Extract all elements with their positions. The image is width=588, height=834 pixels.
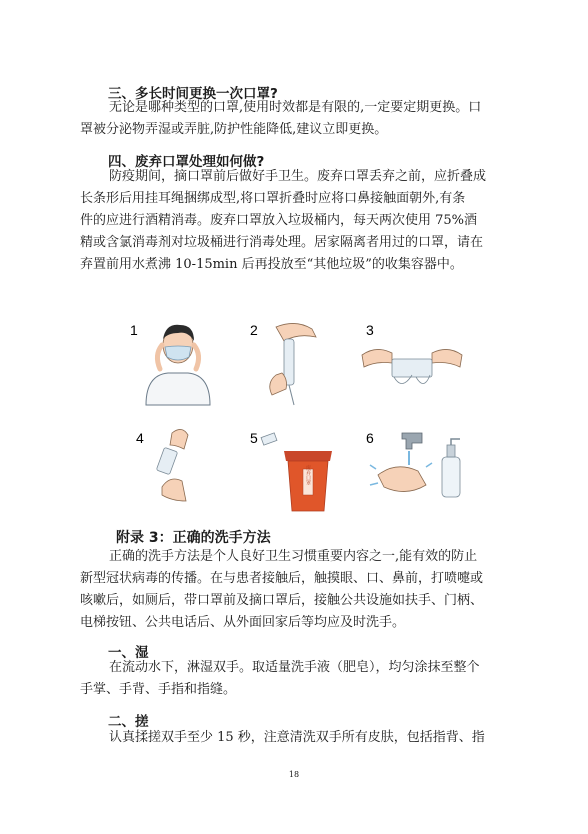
text-line: 认真揉搓双手至少 15 秒，注意清洗双手所有皮肤，包括指背、指 <box>109 730 485 745</box>
text-line: 新型冠状病毒的传播。在与患者接触后，触摸眼、口、鼻前，打喷嚏或 <box>80 571 484 586</box>
step-number-4: 4 <box>136 430 144 446</box>
step-number-6: 6 <box>366 430 374 446</box>
heading-mask-disposal: 四、废弃口罩处理如何做? <box>108 154 265 170</box>
text-line: 防疫期间，摘口罩前后做好手卫生。废弃口罩丢弃之前，应折叠成 <box>109 169 487 184</box>
heading-rub: 二、搓 <box>108 714 149 730</box>
page-number: 18 <box>288 770 300 779</box>
disinfect-mask-icon <box>156 429 188 501</box>
tie-ear-loops-icon <box>362 349 462 383</box>
text-line: 无论是哪种类型的口罩,使用时效都是有限的,一定要定期更换。口 <box>109 100 482 115</box>
paragraph-mask-disposal <box>80 166 508 276</box>
text-line: 罩被分泌物弄湿或弄脏,防护性能降低,建议立即更换。 <box>80 122 388 137</box>
paragraph-mask-replacement <box>80 97 508 141</box>
heading-wet: 一、湿 <box>108 645 149 661</box>
fold-mask-icon <box>270 323 316 405</box>
text-line: 咳嗽后，如厕后，带口罩前及摘口罩后，接触公共设施如扶手、门柄、 <box>80 593 484 608</box>
heading-appendix-handwashing: 附录 3：正确的洗手方法 <box>116 530 271 546</box>
heading-mask-replacement: 三、多长时间更换一次口罩? <box>108 86 278 102</box>
text-line: 长条形后用挂耳绳捆绑成型,将口罩折叠时应将口鼻接触面朝外,有条 <box>80 191 466 206</box>
text-line: 精或含氯消毒剂对垃圾桶进行消毒处理。居家隔离者用过的口罩，请在 <box>80 235 484 250</box>
trash-bin-icon <box>261 433 332 511</box>
text-line: 电梯按钮、公共电话后、从外面回家后等均应及时洗手。 <box>80 615 406 630</box>
wash-hands-icon <box>370 433 460 497</box>
paragraph-wet <box>80 657 508 701</box>
bin-label: 废弃口罩 <box>305 465 311 485</box>
step-number-5: 5 <box>250 430 258 446</box>
paragraph-rub <box>80 727 508 749</box>
text-line: 正确的洗手方法是个人良好卫生习惯重要内容之一,能有效的防止 <box>109 549 478 564</box>
mask-disposal-illustration <box>126 315 471 515</box>
text-line: 弃置前用水煮沸 10-15min 后再投放至“其他垃圾”的收集容器中。 <box>80 257 463 272</box>
paragraph-handwashing-intro <box>80 546 508 634</box>
text-line: 手掌、手背、手指和指缝。 <box>80 682 237 697</box>
step-number-2: 2 <box>250 322 258 338</box>
step-number-3: 3 <box>366 322 374 338</box>
step-number-1: 1 <box>130 322 138 338</box>
text-line: 件的应进行酒精消毒。废弃口罩放入垃圾桶内，每天两次使用 75%酒 <box>80 213 478 228</box>
person-wearing-mask-icon <box>146 325 210 405</box>
text-line: 在流动水下，淋湿双手。取适量洗手液（肥皂），均匀涂抹至整个 <box>109 660 480 675</box>
